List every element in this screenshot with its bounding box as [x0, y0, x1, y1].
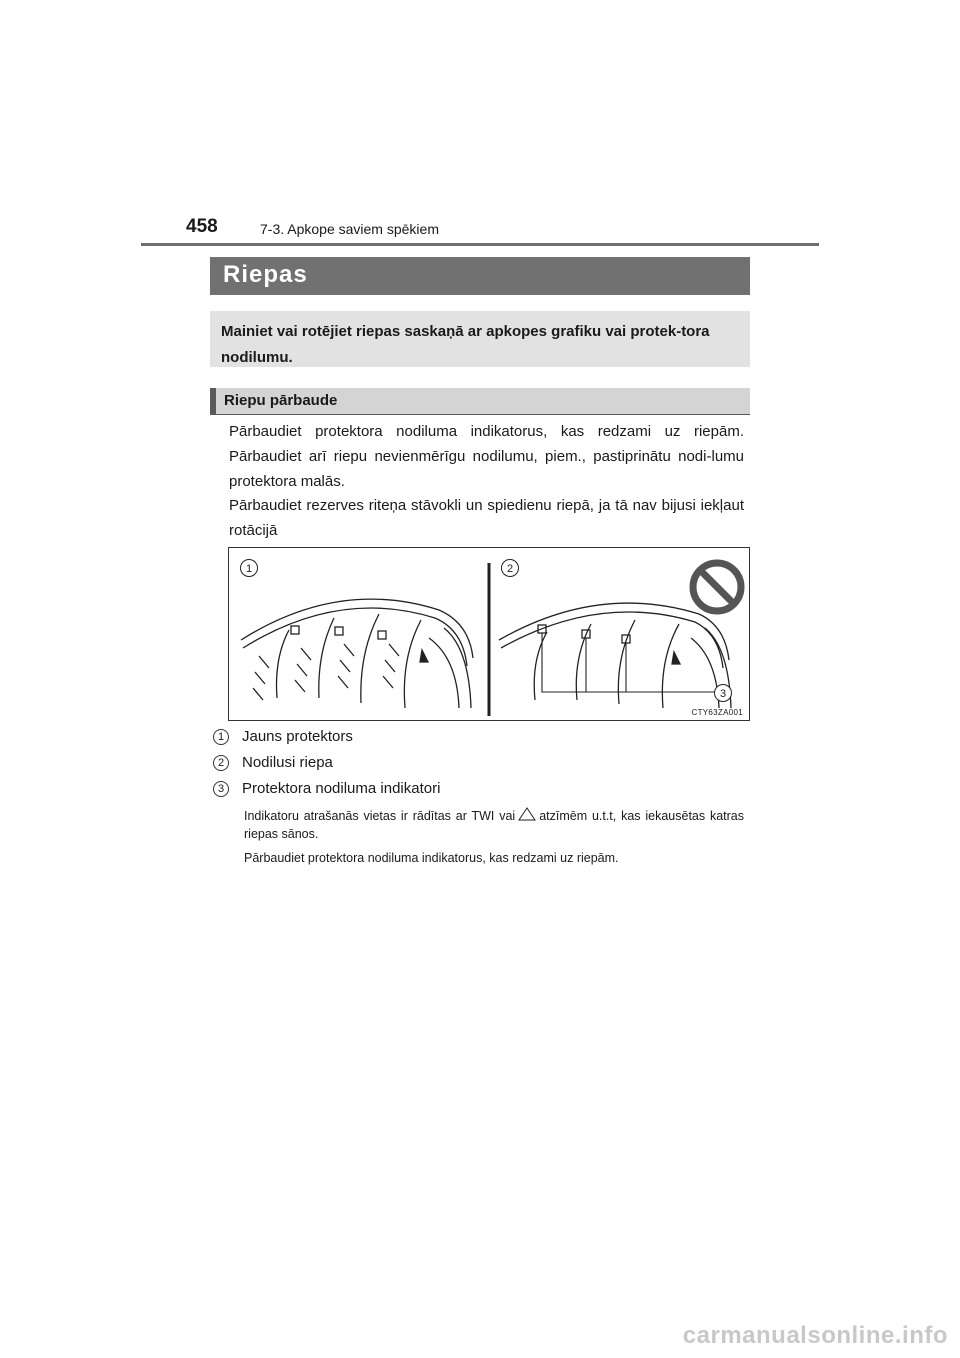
svg-text:1: 1: [245, 563, 253, 575]
tire-illustration: [229, 548, 751, 722]
intro-text: Mainiet vai rotējiet riepas saskaņā ar apkopes grafiku vai protek-tora nodilumu.: [221, 323, 710, 366]
intro-box: [210, 311, 750, 367]
triangle-mark-icon: [518, 807, 536, 821]
note-check-indicators: Pārbaudiet protektora nodiluma indikatorus, kas redzami uz riepām.: [244, 851, 619, 865]
paragraph-1: Pārbaudiet protektora nodiluma indikatorus, kas redzami uz riepām. Pārbaudiet arī riepu nevienmērīgu nodilumu, piem., pastiprinātu nodi-lumu protektora malās.: [229, 423, 744, 490]
prohibited-icon: [693, 563, 741, 611]
watermark: carmanualsonline.info: [682, 1322, 948, 1349]
title-bar: [210, 257, 750, 295]
figure-code: CTY63ZA001: [691, 708, 743, 717]
header-rule: [141, 243, 819, 246]
note-indicator-location: [244, 807, 744, 843]
legend-number: 2: [213, 755, 229, 771]
heading-marker: [210, 388, 216, 414]
paragraph-2: Pārbaudiet rezerves riteņa stāvokli un spiedienu riepā, ja tā nav bijusi iekļaut rotācijā: [229, 497, 744, 539]
legend-text: Protektora nodiluma indikatori: [242, 780, 441, 797]
subsection-heading-bar: [210, 388, 750, 414]
callout-3: [715, 685, 732, 702]
tire-figure: [228, 547, 750, 721]
page-number: 458: [186, 216, 218, 237]
worn-tire-drawing: [499, 603, 731, 708]
note-1-after: atzīmēm u.t.t, kas iekausētas katras riepas sānos.: [244, 809, 744, 841]
legend-number: 1: [213, 729, 229, 745]
section-reference: 7-3. Apkope saviem spēkiem: [260, 221, 439, 237]
legend-text: Nodilusi riepa: [242, 754, 333, 771]
subsection-heading: Riepu pārbaude: [224, 392, 338, 409]
svg-text:2: 2: [506, 563, 514, 575]
subsection-rule: [210, 414, 750, 415]
note-1-before: Indikatoru atrašanās vietas ir rādītas ar TWI vai: [244, 809, 516, 823]
new-tire-drawing: [241, 599, 473, 708]
svg-text:3: 3: [719, 688, 727, 700]
callout-2: [502, 560, 519, 577]
page-title: Riepas: [223, 261, 308, 288]
legend-text: Jauns protektors: [242, 728, 353, 745]
legend-number: 3: [213, 781, 229, 797]
callout-1: [241, 560, 258, 577]
